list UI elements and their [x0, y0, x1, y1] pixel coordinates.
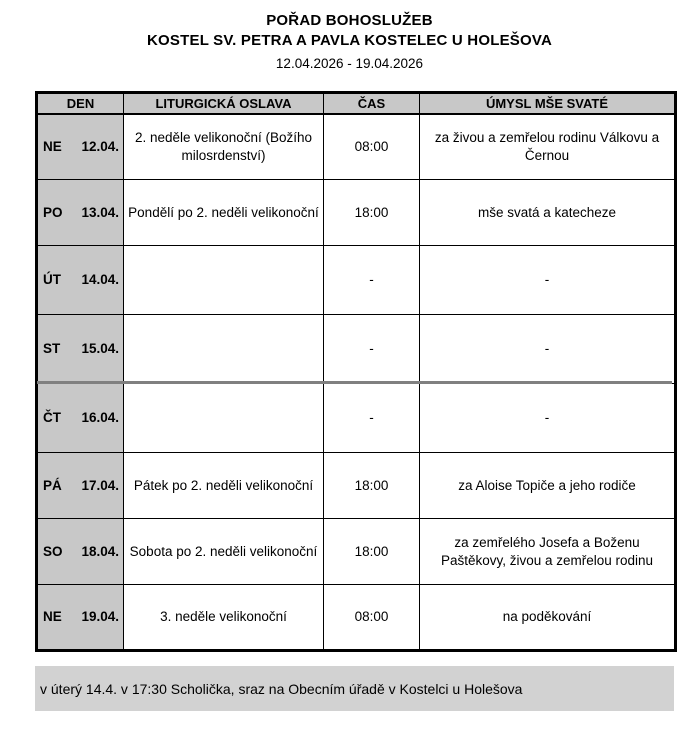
- day-abbr: PÁ: [43, 477, 62, 493]
- church-name: KOSTEL SV. PETRA A PAVLA KOSTELEC U HOLEŠOVA: [147, 32, 552, 49]
- document-header: [0, 0, 699, 73]
- time-cell: 18:00: [324, 180, 420, 246]
- day-date: 18.04.: [81, 543, 119, 559]
- time-cell: 08:00: [324, 114, 420, 180]
- table-row: [37, 519, 676, 585]
- day-abbr: PO: [43, 204, 63, 220]
- table-row: [37, 114, 676, 180]
- intention-cell: za živou a zemřelou rodinu Válkovu a Černou: [420, 114, 676, 180]
- col-header-celebration: LITURGICKÁ OSLAVA: [124, 93, 324, 114]
- celebration-cell: [124, 315, 324, 384]
- day-date: 13.04.: [81, 204, 119, 220]
- services-table: [35, 91, 677, 652]
- time-cell: -: [324, 315, 420, 384]
- celebration-cell: Sobota po 2. neděli velikonoční: [124, 519, 324, 585]
- time-cell: 18:00: [324, 453, 420, 519]
- celebration-cell: [124, 246, 324, 315]
- day-cell: [37, 246, 124, 315]
- day-abbr: SO: [43, 543, 63, 559]
- day-abbr: ÚT: [43, 272, 61, 288]
- col-header-day: DEN: [37, 93, 124, 114]
- day-date: 12.04.: [81, 138, 119, 154]
- celebration-cell: [124, 384, 324, 453]
- page-break-line: [37, 381, 672, 384]
- table-row: [37, 180, 676, 246]
- col-header-intention: ÚMYSL MŠE SVATÉ: [420, 93, 676, 114]
- intention-cell: za zemřelého Josefa a Boženu Paštěkovy, živou a zemřelou rodinu: [420, 519, 676, 585]
- table-row: [37, 585, 676, 651]
- day-date: 14.04.: [81, 272, 119, 288]
- day-abbr: NE: [43, 138, 62, 154]
- day-cell: [37, 114, 124, 180]
- page-title: POŘAD BOHOSLUŽEB: [266, 12, 433, 29]
- intention-cell: za Aloise Topiče a jeho rodiče: [420, 453, 676, 519]
- day-cell: [37, 180, 124, 246]
- table-header-row: [37, 93, 676, 114]
- day-abbr: NE: [43, 609, 62, 625]
- intention-cell: -: [420, 315, 676, 384]
- table-row: [37, 246, 676, 315]
- intention-cell: -: [420, 246, 676, 315]
- day-cell: [37, 585, 124, 651]
- time-cell: -: [324, 246, 420, 315]
- day-date: 19.04.: [81, 609, 119, 625]
- day-cell: [37, 519, 124, 585]
- date-range: 12.04.2026 - 19.04.2026: [275, 56, 424, 71]
- table-row: [37, 453, 676, 519]
- day-date: 17.04.: [81, 477, 119, 493]
- table-row: [37, 384, 676, 453]
- day-date: 16.04.: [81, 410, 119, 426]
- col-header-time: ČAS: [324, 93, 420, 114]
- day-date: 15.04.: [81, 341, 119, 357]
- footer-note-text: v úterý 14.4. v 17:30 Scholička, sraz na Obecním úřadě v Kostelci u Holešova: [40, 680, 523, 697]
- intention-cell: mše svatá a katecheze: [420, 180, 676, 246]
- celebration-cell: Pondělí po 2. neděli velikonoční: [124, 180, 324, 246]
- day-cell: [37, 384, 124, 453]
- day-abbr: ST: [43, 341, 61, 357]
- celebration-cell: 2. neděle velikonoční (Božího milosrdenství): [124, 114, 324, 180]
- celebration-cell: Pátek po 2. neděli velikonoční: [124, 453, 324, 519]
- time-cell: -: [324, 384, 420, 453]
- celebration-cell: 3. neděle velikonoční: [124, 585, 324, 651]
- time-cell: 08:00: [324, 585, 420, 651]
- table-row: [37, 315, 676, 384]
- day-cell: [37, 453, 124, 519]
- intention-cell: -: [420, 384, 676, 453]
- intention-cell: na poděkování: [420, 585, 676, 651]
- day-abbr: ČT: [43, 410, 61, 426]
- day-cell: [37, 315, 124, 384]
- footer-note: [35, 666, 674, 711]
- time-cell: 18:00: [324, 519, 420, 585]
